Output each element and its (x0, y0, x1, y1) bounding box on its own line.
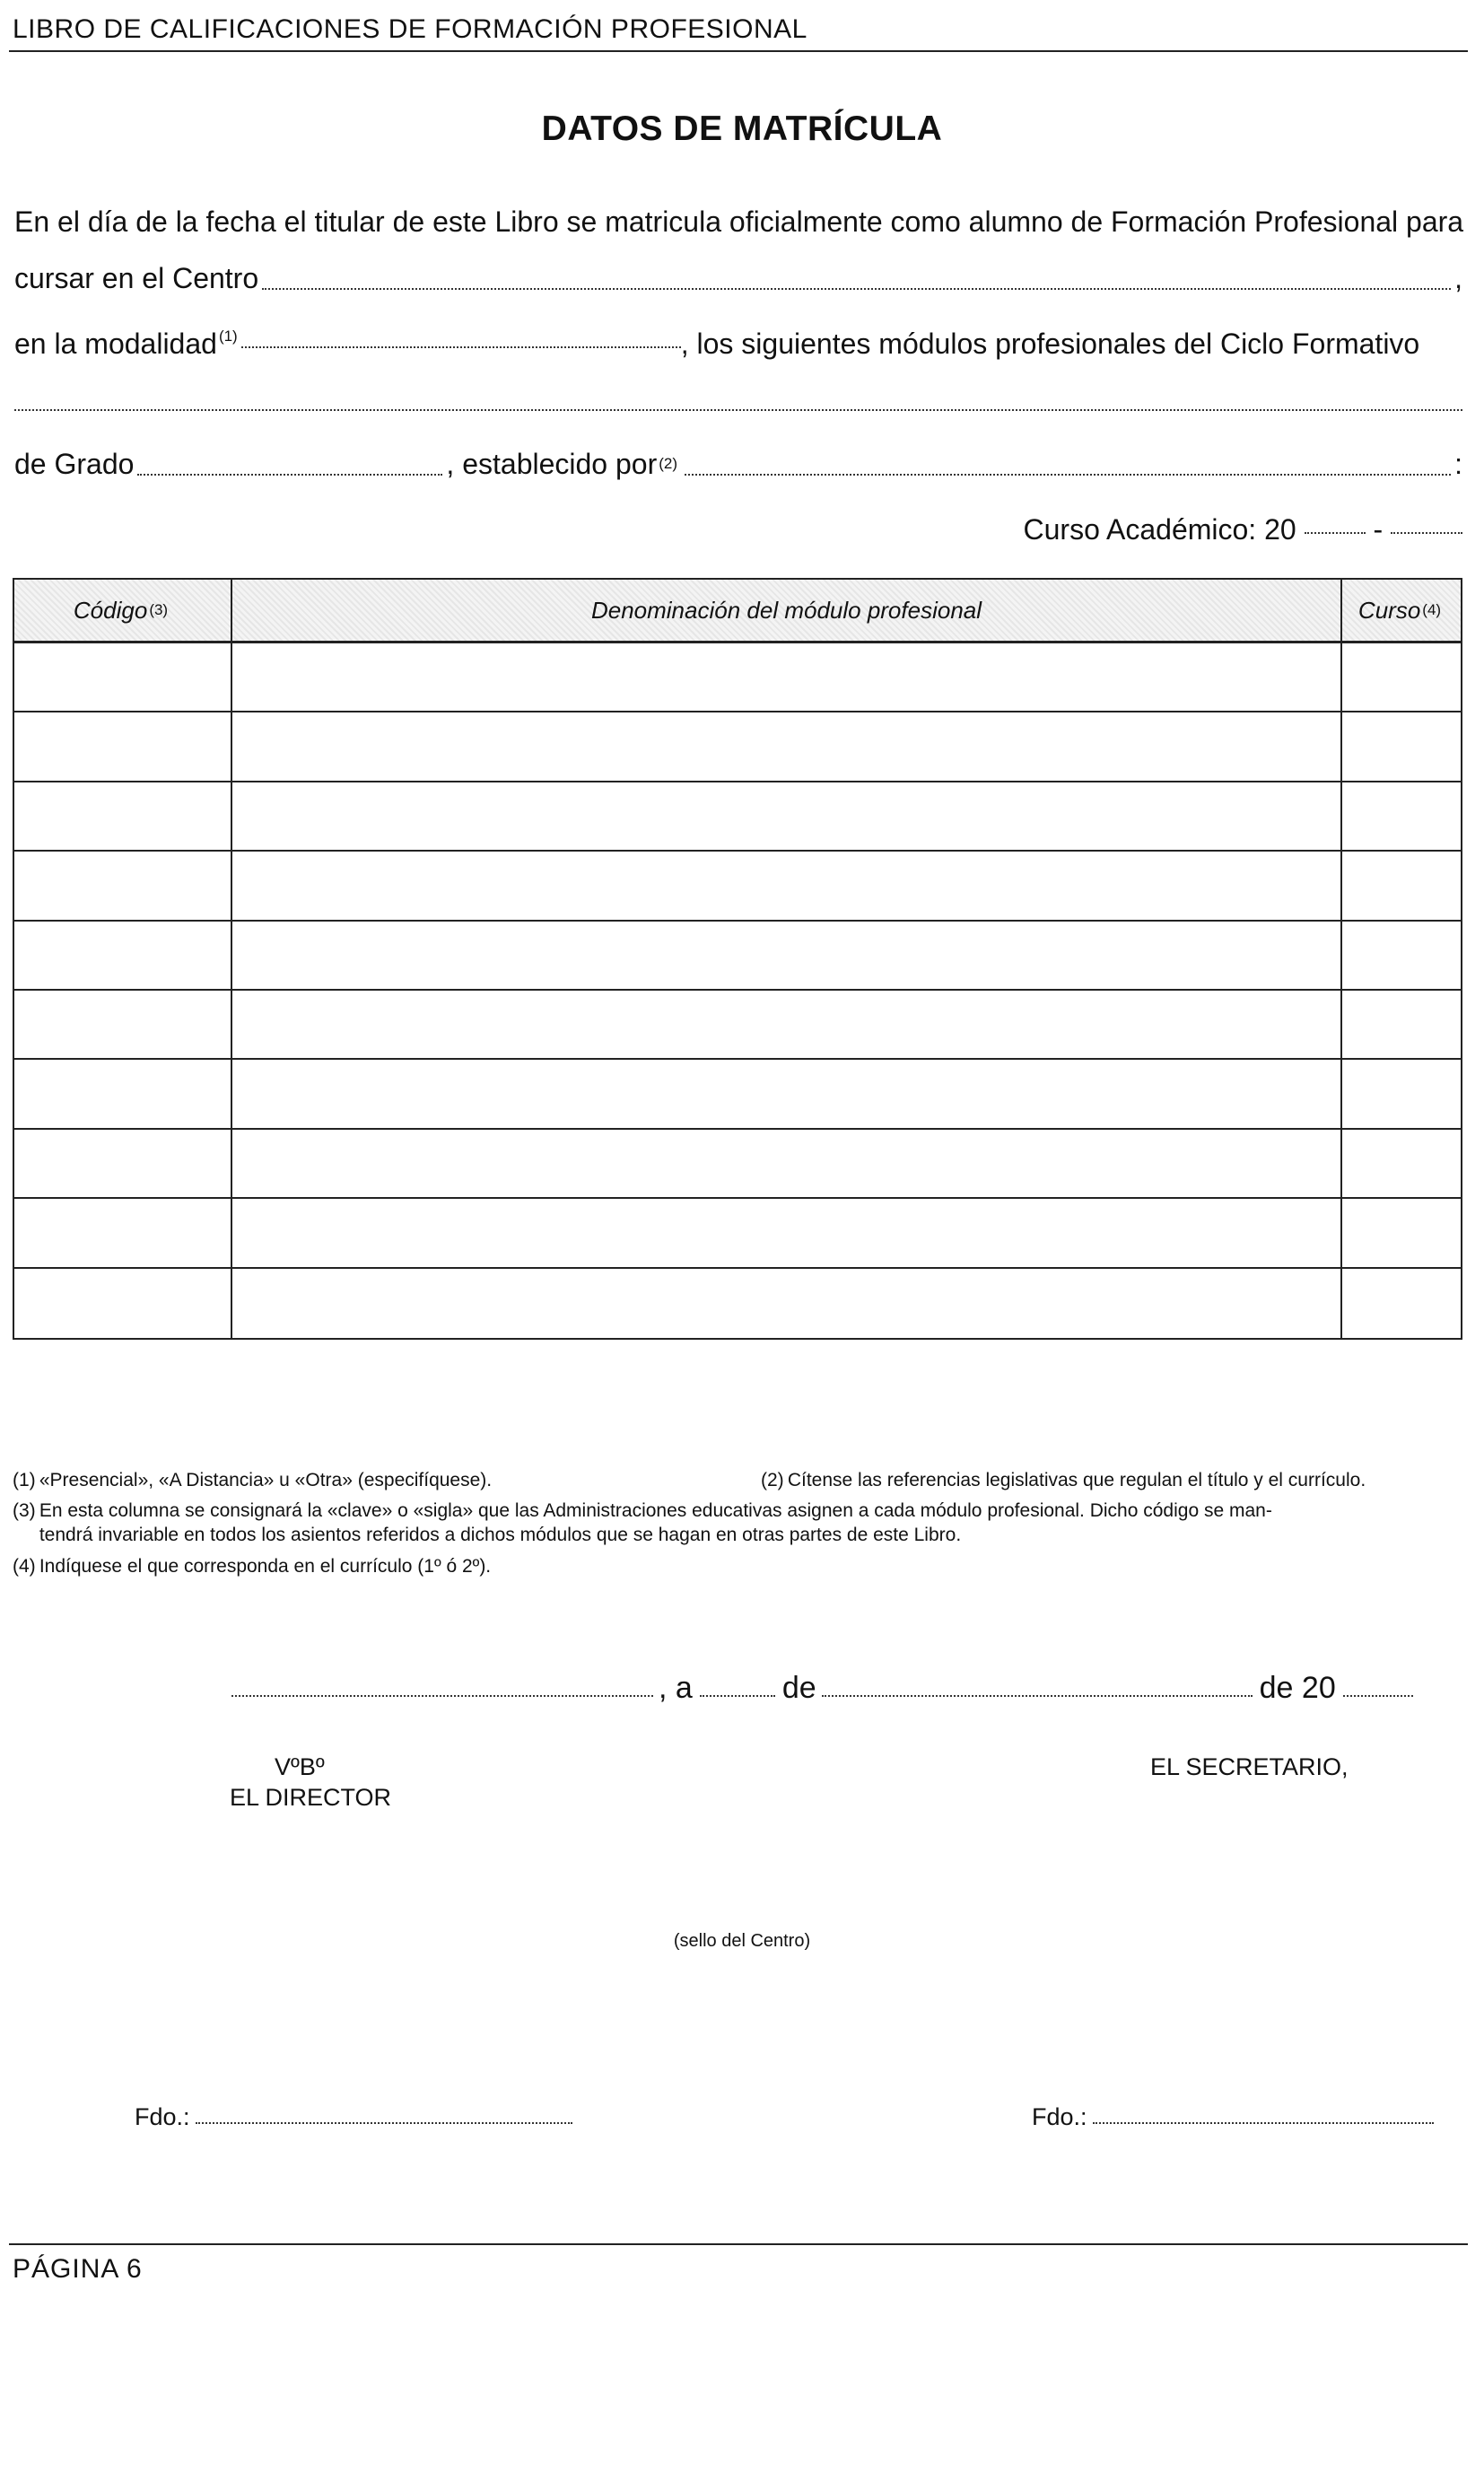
table-row (14, 922, 1461, 991)
codigo-cell[interactable] (14, 782, 232, 850)
header-curso: Curso (4) (1357, 596, 1442, 624)
denominacion-cell[interactable] (232, 1199, 1342, 1266)
body-line-1 (14, 199, 1462, 244)
curso-academico-label: Curso Académico: 20 (1023, 513, 1296, 546)
codigo-cell[interactable] (14, 643, 232, 711)
page-header (9, 5, 1468, 52)
denominacion-cell[interactable] (232, 712, 1342, 780)
table-row (14, 1060, 1461, 1129)
curso-cell[interactable] (1342, 1269, 1461, 1338)
footnote-3: (3) En esta columna se consignará la «clave» o «sigla» que las Administraciones educativas asignen a cada módulo profesional. Dicho código se man- tendrá invariable en todos los asientos referidos a dichos módulos que se hagan en otras partes de este Libro. (13, 1500, 1272, 1545)
codigo-cell[interactable] (14, 922, 232, 989)
page-number: PÁGINA 6 (13, 2254, 143, 2284)
ciclo-field[interactable] (14, 407, 1462, 411)
centro-end: , (1454, 262, 1462, 294)
footnote-1: (1) «Presencial», «A Distancia» u «Otra» (especifíquese). (13, 1470, 493, 1490)
table-row (14, 782, 1461, 852)
table-row (14, 1199, 1461, 1268)
vb-label: VºBº (275, 1753, 325, 1780)
fdo-left: Fdo.: (135, 2103, 572, 2131)
denominacion-cell[interactable] (232, 852, 1342, 919)
body-line-centro (14, 256, 1462, 301)
curso-year-1-field[interactable] (1305, 530, 1366, 534)
place-date-line: , a de de 20 (231, 1671, 1425, 1706)
footnote-4: (4) Indíquese el que corresponda en el currículo (1º ó 2º). (13, 1556, 492, 1577)
footnote-2: (2) Cítense las referencias legislativas que regulan el título y el currículo. (761, 1470, 1366, 1490)
curso-academico-sep: - (1373, 513, 1384, 546)
denominacion-cell[interactable] (232, 922, 1342, 989)
curso-cell[interactable] (1342, 1199, 1461, 1266)
stamp-placeholder: (sello del Centro) (673, 1931, 811, 1951)
denominacion-cell[interactable] (232, 991, 1342, 1058)
denominacion-cell[interactable] (232, 1130, 1342, 1197)
table-row (14, 712, 1461, 782)
footnote-ref-1: (1) (218, 328, 238, 345)
header-title: LIBRO DE CALIFICACIONES DE FORMACIÓN PROFESIONAL (13, 14, 807, 44)
denominacion-cell[interactable] (232, 782, 1342, 850)
table-row (14, 852, 1461, 921)
curso-cell[interactable] (1342, 1130, 1461, 1197)
modalidad-text: , los siguientes módulos profesionales del Ciclo Formativo (680, 328, 1420, 360)
curso-cell[interactable] (1342, 643, 1461, 711)
grado-label: de Grado (14, 448, 135, 480)
denominacion-cell[interactable] (232, 1269, 1342, 1338)
codigo-cell[interactable] (14, 712, 232, 780)
header-denominacion: Denominación del módulo profesional (232, 580, 1342, 641)
codigo-cell[interactable] (14, 1130, 232, 1197)
curso-cell[interactable] (1342, 922, 1461, 989)
codigo-cell[interactable] (14, 991, 232, 1058)
place-field[interactable] (231, 1693, 653, 1697)
modalidad-label: en la modalidad (14, 328, 217, 360)
modalidad-field[interactable] (241, 345, 681, 348)
grado-end: : (1454, 448, 1462, 480)
table-row (14, 1130, 1461, 1199)
grado-field[interactable] (137, 472, 442, 476)
codigo-cell[interactable] (14, 1060, 232, 1127)
table-row (14, 991, 1461, 1060)
body-line-grado (14, 441, 1462, 486)
denominacion-cell[interactable] (232, 1060, 1342, 1127)
secretario-label: EL SECRETARIO, (1150, 1753, 1349, 1780)
establecido-field[interactable] (685, 472, 1451, 476)
curso-academico (1024, 507, 1462, 552)
year-field[interactable] (1343, 1693, 1413, 1697)
codigo-cell[interactable] (14, 852, 232, 919)
header-codigo: Código (3) (14, 580, 232, 641)
curso-cell[interactable] (1342, 1060, 1461, 1127)
footnote-ref-2: (2) (659, 455, 678, 472)
footer-divider (9, 2243, 1468, 2245)
director-signature-field[interactable] (196, 2120, 572, 2124)
curso-year-2-field[interactable] (1391, 530, 1462, 534)
curso-cell[interactable] (1342, 782, 1461, 850)
table-row (14, 643, 1461, 712)
intro-text: En el día de la fecha el titular de este Libro se matricula oficialmente como alumno de Formación Profesional para (14, 205, 1464, 238)
table-body (14, 643, 1461, 1338)
centro-label: cursar en el Centro (14, 262, 259, 294)
fdo-right: Fdo.: (1032, 2103, 1434, 2131)
month-field[interactable] (822, 1693, 1253, 1697)
table-header (14, 580, 1461, 643)
day-field[interactable] (700, 1693, 775, 1697)
curso-cell[interactable] (1342, 712, 1461, 780)
table-row (14, 1269, 1461, 1338)
curso-cell[interactable] (1342, 852, 1461, 919)
curso-cell[interactable] (1342, 991, 1461, 1058)
codigo-cell[interactable] (14, 1199, 232, 1266)
centro-field[interactable] (262, 286, 1451, 290)
denominacion-cell[interactable] (232, 643, 1342, 711)
secretario-signature-field[interactable] (1093, 2120, 1434, 2124)
director-label: EL DIRECTOR (230, 1784, 392, 1811)
modules-table (13, 578, 1462, 1340)
body-line-ciclo (14, 377, 1462, 422)
establecido-text: , establecido por (446, 448, 658, 480)
codigo-cell[interactable] (14, 1269, 232, 1338)
document-title: DATOS DE MATRÍCULA (541, 109, 943, 148)
body-line-modalidad (14, 314, 1462, 359)
